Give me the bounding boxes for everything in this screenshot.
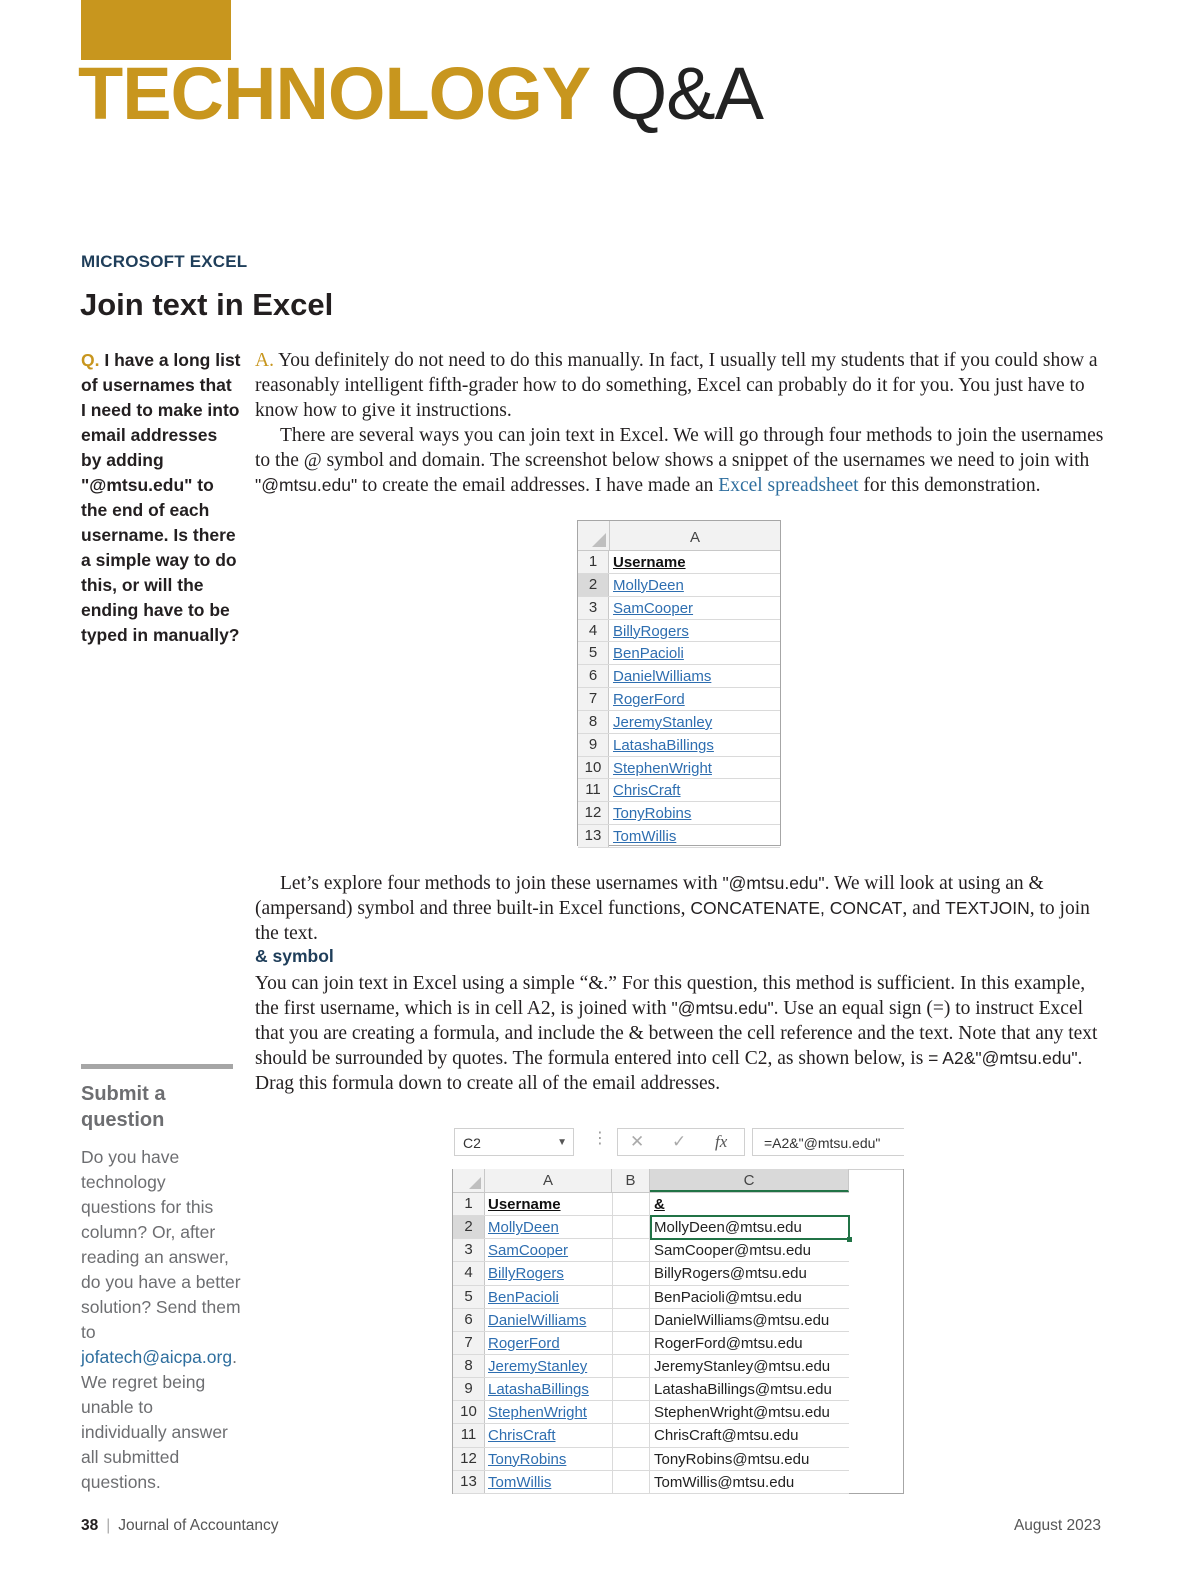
formula-bar-buttons — [617, 1128, 745, 1156]
footer-divider: | — [106, 1517, 111, 1534]
username-cell: RogerFord — [613, 691, 685, 709]
username-cell: StephenWright — [488, 1404, 587, 1422]
sidebar-title: Submit a question — [81, 1083, 166, 1131]
row-number: 4 — [578, 620, 609, 642]
question-block — [81, 348, 241, 648]
email-cell: BenPacioli@mtsu.edu — [654, 1288, 802, 1306]
table-row — [578, 620, 780, 643]
question-prefix: Q. — [81, 350, 100, 370]
function-separator: , and — [902, 898, 946, 919]
answer-paragraph-3 — [255, 871, 1105, 946]
cancel-icon[interactable]: ✕ — [630, 1132, 645, 1151]
email-cell: BillyRogers@mtsu.edu — [654, 1265, 807, 1283]
username-cell: LatashaBillings — [488, 1381, 589, 1399]
empty-cell-b — [612, 1332, 650, 1354]
answer-paragraph-3-text — [255, 871, 1105, 946]
username-header-cell: Username — [613, 554, 686, 571]
column-header-row — [578, 521, 780, 551]
empty-cell-b — [612, 1424, 650, 1446]
function-name: CONCATENATE — [690, 898, 821, 918]
username-cell: SamCooper — [613, 599, 694, 617]
username-cell: JeremyStanley — [613, 713, 713, 731]
row-number: 10 — [453, 1401, 485, 1423]
username-cell: ChrisCraft — [613, 782, 681, 800]
username-cell: BillyRogers — [488, 1265, 564, 1283]
email-cell: DanielWilliams@mtsu.edu — [654, 1311, 830, 1329]
answer-text-3a: Let’s explore four methods to join these usernames with — [280, 873, 723, 894]
function-separator: , — [820, 898, 830, 918]
table-row — [453, 1424, 849, 1447]
username-cell: MollyDeen — [488, 1219, 559, 1237]
username-cell: TonyRobins — [613, 805, 692, 823]
empty-cell-b — [612, 1216, 650, 1238]
row-number: 6 — [453, 1309, 485, 1331]
footer-left — [81, 1517, 279, 1535]
check-icon[interactable]: ✓ — [672, 1132, 687, 1151]
active-cell-c2[interactable] — [650, 1215, 850, 1240]
page-number: 38 — [81, 1517, 99, 1534]
email-header-cell: & — [654, 1196, 665, 1213]
answer-block — [255, 348, 1105, 498]
inline-formula: = A2&"@mtsu.edu" — [928, 1048, 1078, 1068]
row-number: 5 — [453, 1286, 485, 1308]
empty-cell-b — [612, 1401, 650, 1423]
email-cell: LatashaBillings@mtsu.edu — [654, 1381, 832, 1399]
email-cell: TonyRobins@mtsu.edu — [654, 1450, 810, 1468]
sheet1-rows — [578, 551, 780, 848]
empty-cell-b — [612, 1471, 650, 1493]
row-number: 13 — [578, 825, 609, 847]
answer-text-3b: . We will look at using an & (ampersand) symbol and three built-in Excel functions, — [255, 873, 1044, 919]
username-cell: LatashaBillings — [613, 736, 714, 754]
masthead — [78, 52, 763, 136]
table-row — [453, 1309, 849, 1332]
empty-cell-b — [612, 1378, 650, 1400]
more-options-icon: ⋮ — [592, 1130, 608, 1147]
journal-name: Journal of Accountancy — [118, 1517, 279, 1534]
username-cell: TomWillis — [488, 1473, 552, 1491]
email-cell: MollyDeen@mtsu.edu — [654, 1219, 802, 1237]
column-header-a: A — [485, 1169, 612, 1192]
inline-code: "@mtsu.edu" — [671, 998, 774, 1018]
table-row — [453, 1332, 849, 1355]
empty-cell-b — [612, 1355, 650, 1377]
table-row — [453, 1448, 849, 1471]
table-row — [578, 734, 780, 757]
empty-cell-b — [612, 1309, 650, 1331]
table-row — [578, 825, 780, 848]
username-cell: DanielWilliams — [613, 668, 712, 686]
answer-text-2a: There are several ways you can join text in Excel. We will go through four methods to join the usernames to the @ symbol and domain. The screenshot below shows a snippet of the usernames we need to join with — [255, 425, 1104, 471]
email-cell: RogerFord@mtsu.edu — [654, 1334, 803, 1352]
table-row — [453, 1355, 849, 1378]
sidebar-email-link[interactable]: jofatech@aicpa.org — [81, 1347, 233, 1367]
amp-text-c: . Drag this formula down to create all of the email addresses. — [255, 1048, 1083, 1094]
table-row — [578, 711, 780, 734]
empty-cell-b — [612, 1239, 650, 1261]
empty-cell-b — [612, 1193, 650, 1215]
username-cell: DanielWilliams — [488, 1311, 587, 1329]
email-cell: ChrisCraft@mtsu.edu — [654, 1427, 799, 1445]
username-cell: StephenWright — [613, 759, 712, 777]
section-label: MICROSOFT EXCEL — [81, 252, 248, 271]
answer-paragraph-2 — [255, 423, 1105, 498]
row-number: 4 — [453, 1262, 485, 1284]
spreadsheet-usernames — [577, 520, 781, 846]
formula-bar — [452, 1114, 904, 1170]
username-cell: BenPacioli — [488, 1288, 559, 1306]
chevron-down-icon[interactable]: ▼ — [557, 1137, 567, 1148]
username-cell: MollyDeen — [613, 576, 684, 594]
username-cell: BillyRogers — [613, 622, 689, 640]
answer-text-3c: , to join the text. — [255, 898, 1090, 944]
row-number: 3 — [453, 1239, 485, 1261]
answer-text-2c: for this demonstration. — [858, 475, 1041, 496]
table-row — [578, 688, 780, 711]
answer-text-1: You definitely do not need to do this manually. In fact, I usually tell my students that if you could show a reasonably intelligent fifth-grader how to do something, Excel can probably do it for you. You just have to know how to give it instructions. — [255, 350, 1098, 421]
row-number: 13 — [453, 1471, 485, 1493]
sheet2-grid — [452, 1169, 904, 1494]
ampersand-paragraph — [255, 971, 1105, 1096]
row-number: 12 — [453, 1448, 485, 1470]
username-cell: JeremyStanley — [488, 1357, 588, 1375]
empty-cell-b — [612, 1448, 650, 1470]
table-row — [578, 597, 780, 620]
row-number: 1 — [578, 551, 609, 573]
row-number: 8 — [578, 711, 609, 733]
name-box[interactable] — [454, 1128, 574, 1156]
table-row — [578, 551, 780, 574]
formula-input[interactable]: =A2&"@mtsu.edu" — [752, 1128, 904, 1156]
amp-text-a: You can join text in Excel using a simple “&.” For this question, this method is sufficient. In this example, the first username, which is in cell A2, is joined with — [255, 973, 1086, 1019]
inline-code: "@mtsu.edu" — [255, 475, 358, 495]
table-row — [578, 642, 780, 665]
email-cell: SamCooper@mtsu.edu — [654, 1242, 811, 1260]
username-header-cell: Username — [488, 1196, 561, 1213]
row-number: 10 — [578, 757, 609, 779]
username-cell: BenPacioli — [613, 645, 684, 663]
select-all-corner — [453, 1169, 485, 1192]
email-cell: JeremyStanley@mtsu.edu — [654, 1357, 831, 1375]
sidebar-divider — [81, 1064, 233, 1069]
column-header-b: B — [612, 1169, 650, 1192]
row-number: 11 — [578, 779, 609, 801]
issue-date: August 2023 — [1013, 1517, 1101, 1534]
row-number: 11 — [453, 1424, 485, 1446]
answer-paragraph-1 — [255, 348, 1105, 423]
sidebar-body — [81, 1145, 241, 1495]
masthead-light: Q&A — [609, 52, 763, 135]
row-number: 12 — [578, 802, 609, 824]
column-header-a: A — [689, 529, 700, 546]
function-name: TEXTJOIN — [945, 898, 1030, 918]
table-row — [578, 757, 780, 780]
masthead-bold: TECHNOLOGY — [78, 52, 591, 135]
row-number: 3 — [578, 597, 609, 619]
table-row — [578, 665, 780, 688]
row-number: 2 — [453, 1216, 485, 1238]
email-cell: StephenWright@mtsu.edu — [654, 1404, 830, 1422]
row-number: 8 — [453, 1355, 485, 1377]
table-row — [453, 1262, 849, 1285]
select-all-corner — [578, 521, 610, 550]
row-number: 5 — [578, 642, 609, 664]
table-row — [453, 1378, 849, 1401]
row-number: 6 — [578, 665, 609, 687]
username-cell: ChrisCraft — [488, 1427, 556, 1445]
table-row — [453, 1401, 849, 1424]
column-header-c: C — [650, 1169, 849, 1192]
subhead-ampersand: & symbol — [255, 946, 334, 966]
empty-cell-b — [612, 1286, 650, 1308]
row-number: 9 — [578, 734, 609, 756]
row-number: 1 — [453, 1193, 485, 1215]
name-box-value: C2 — [463, 1135, 481, 1151]
username-cell: SamCooper — [488, 1242, 569, 1260]
answer-prefix: A. — [255, 350, 274, 371]
question-text: I have a long list of usernames that I need to make into email addresses by adding "@mtsu.edu" to the end of each username. Is there a simple way to do this, or will the ending have to be typed in manually? — [81, 350, 241, 645]
sidebar-text-end: . We regret being unable to individually answer all submitted questions. — [81, 1347, 237, 1492]
fx-icon[interactable]: fx — [715, 1132, 728, 1151]
table-row — [453, 1471, 849, 1494]
function-name: CONCAT — [829, 898, 903, 918]
username-cell: TomWillis — [613, 828, 677, 846]
inline-code: "@mtsu.edu" — [722, 873, 825, 893]
table-row — [578, 574, 780, 597]
username-cell: RogerFord — [488, 1334, 560, 1352]
table-row — [578, 779, 780, 802]
answer-text-2b: to create the email addresses. I have made an — [357, 475, 719, 496]
row-number: 7 — [578, 688, 609, 710]
article-headline: Join text in Excel — [80, 287, 334, 322]
table-row — [453, 1239, 849, 1262]
empty-cell-b — [612, 1262, 650, 1284]
row-number: 2 — [578, 574, 609, 596]
spreadsheet-formula-example — [452, 1114, 904, 1494]
username-cell: TonyRobins — [488, 1450, 567, 1468]
table-row — [453, 1193, 849, 1216]
sidebar-text: Do you have technology questions for this column? Or, after reading an answer, do you have a better solution? Send them to — [81, 1147, 241, 1342]
ampersand-paragraph-text — [255, 971, 1105, 1096]
amp-text-b: . Use an equal sign (=) to instruct Excel that you are creating a formula, and include the & between the cell reference and the text. Note that any text should be surrounded by quotes. The formula entered into cell C2, as shown below, is — [255, 998, 1098, 1069]
table-row — [578, 802, 780, 825]
masthead-color-bar — [81, 0, 231, 60]
row-number: 7 — [453, 1332, 485, 1354]
table-row — [453, 1286, 849, 1309]
column-header-row — [453, 1169, 849, 1193]
row-number: 9 — [453, 1378, 485, 1400]
excel-spreadsheet-link[interactable]: Excel spreadsheet — [718, 475, 859, 496]
email-cell: TomWillis@mtsu.edu — [654, 1473, 795, 1491]
